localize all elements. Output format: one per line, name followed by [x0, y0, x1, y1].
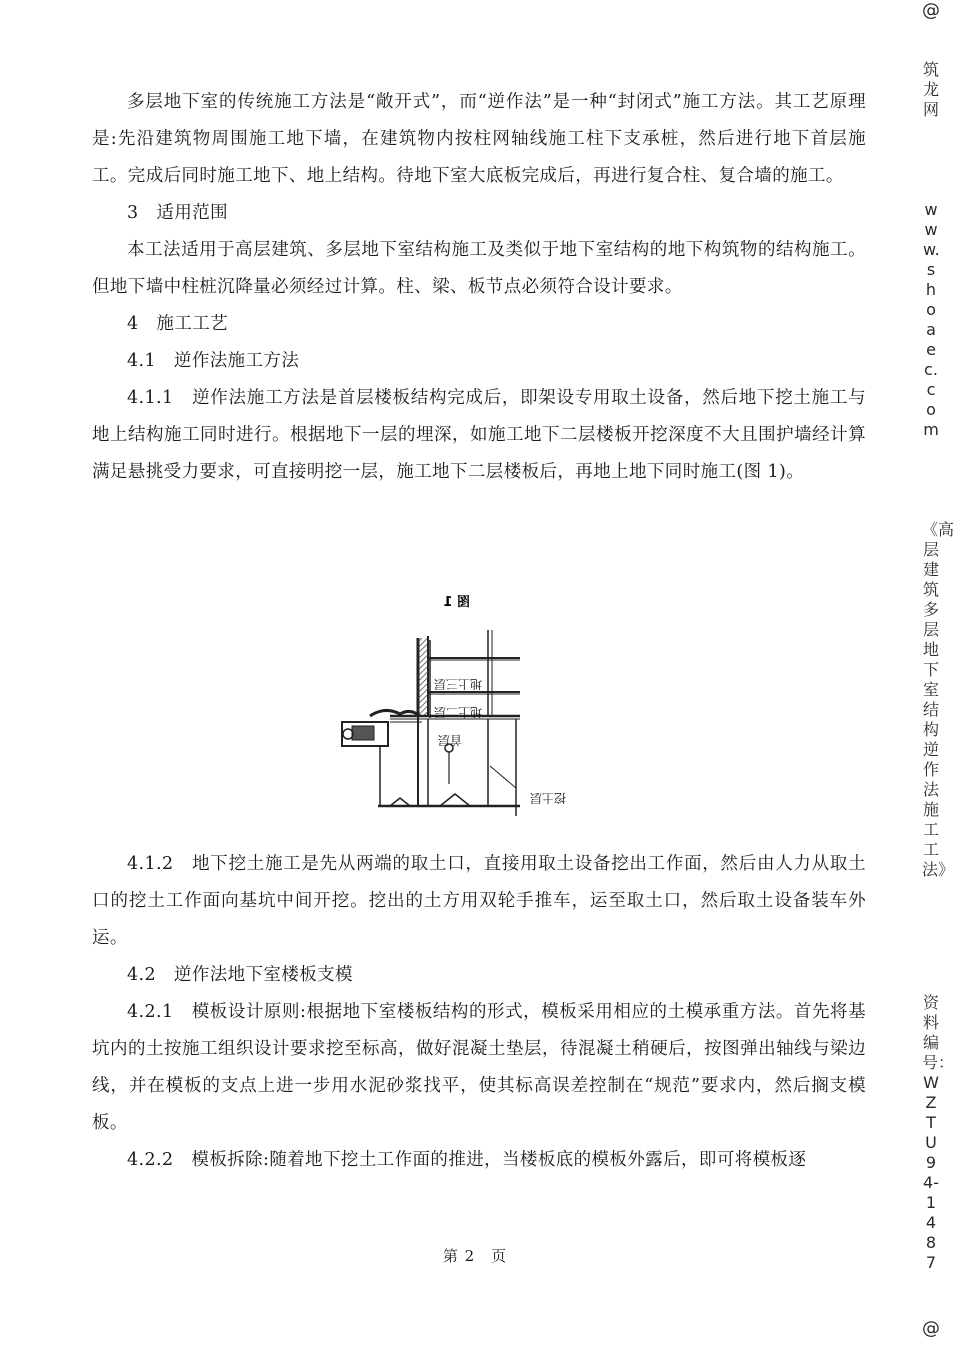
watermark-at-top: @ [922, 0, 940, 21]
figure-1-drawing [330, 588, 570, 828]
watermark-at-bottom: @ [922, 1318, 940, 1339]
section-heading: 4 施工工艺 [127, 314, 229, 334]
label-floor3: 地上三层 [433, 677, 482, 691]
body-paragraph: 4.1.1 逆作法施工方法是首层楼板结构完成后，即架设专用取土设备，然后地下挖土施工与地上结构施工同时进行。根据地下一层的埋深，如施工地下二层楼板开挖深度不大且围护墙经计算满足悬挑受力要求，可直接明挖一层，施工地下二层楼板后，再地上地下同时施工(图 1)。 [92, 388, 866, 482]
body-paragraph: 4.2.2 模板拆除:随着地下挖土工作面的推进，当楼板底的模板外露后，即可将模板逐 [127, 1150, 807, 1170]
label-dig-layer: 挖土层 [529, 791, 566, 805]
watermark-site-url[interactable]: www.shoaec.com [923, 200, 940, 439]
body-paragraph: 多层地下室的传统施工方法是“敞开式”，而“逆作法”是一种“封闭式”施工方法。其工艺原理是:先沿建筑物周围施工地下墙，在建筑物内按柱网轴线施工柱下支承桩，然后进行地下首层施工。完成后同时施工地下、地上结构。待地下室大底板完成后，再进行复合柱、复合墙的施工。 [92, 92, 866, 186]
watermark-doc-code: 资料编号：WZTU94-1487 [922, 993, 954, 1272]
body-paragraph: 4.2.1 模板设计原则:根据地下室楼板结构的形式，模板采用相应的土模承重方法。首先将基坑内的土按施工组织设计要求挖至标高，做好混凝土垫层，待混凝土稍硬后，按图弹出轴线与梁边线，并在模板的支点上进一步用水泥砂浆找平，使其标高误差控制在“规范”要求内，然后搁支模板。 [92, 1002, 866, 1133]
body-paragraph: 4.1.2 地下挖土施工是先从两端的取土口，直接用取土设备挖出工作面，然后由人力从取土口的挖土工作面向基坑中间开挖。挖出的土方用双轮手推车，运至取土口，然后取土设备装车外运。 [92, 854, 866, 948]
label-floor2: 地上二层 [433, 705, 482, 719]
watermark-site-name: 筑龙网 [922, 60, 939, 119]
watermark-doc-title: 《高层建筑多层地下室结构逆作法施工工法》 [922, 520, 954, 879]
figure-1 [330, 588, 570, 828]
section-heading: 4.1 逆作法施工方法 [127, 351, 300, 371]
watermark-strip [916, 0, 954, 1345]
section-heading: 4.2 逆作法地下室楼板支模 [127, 965, 353, 985]
page-number: 第 2 页 [442, 1247, 508, 1265]
label-floor1: 首层 [437, 733, 462, 747]
section-heading: 3 适用范围 [127, 203, 229, 223]
text-block-top [92, 84, 866, 491]
text-block-bottom [92, 846, 866, 1179]
body-paragraph: 本工法适用于高层建筑、多层地下室结构施工及类似于地下室结构的地下构筑物的结构施工。但地下墙中柱桩沉降量必须经过计算。柱、梁、板节点必须符合设计要求。 [92, 240, 866, 297]
figure-title: 图 1 [443, 595, 470, 610]
